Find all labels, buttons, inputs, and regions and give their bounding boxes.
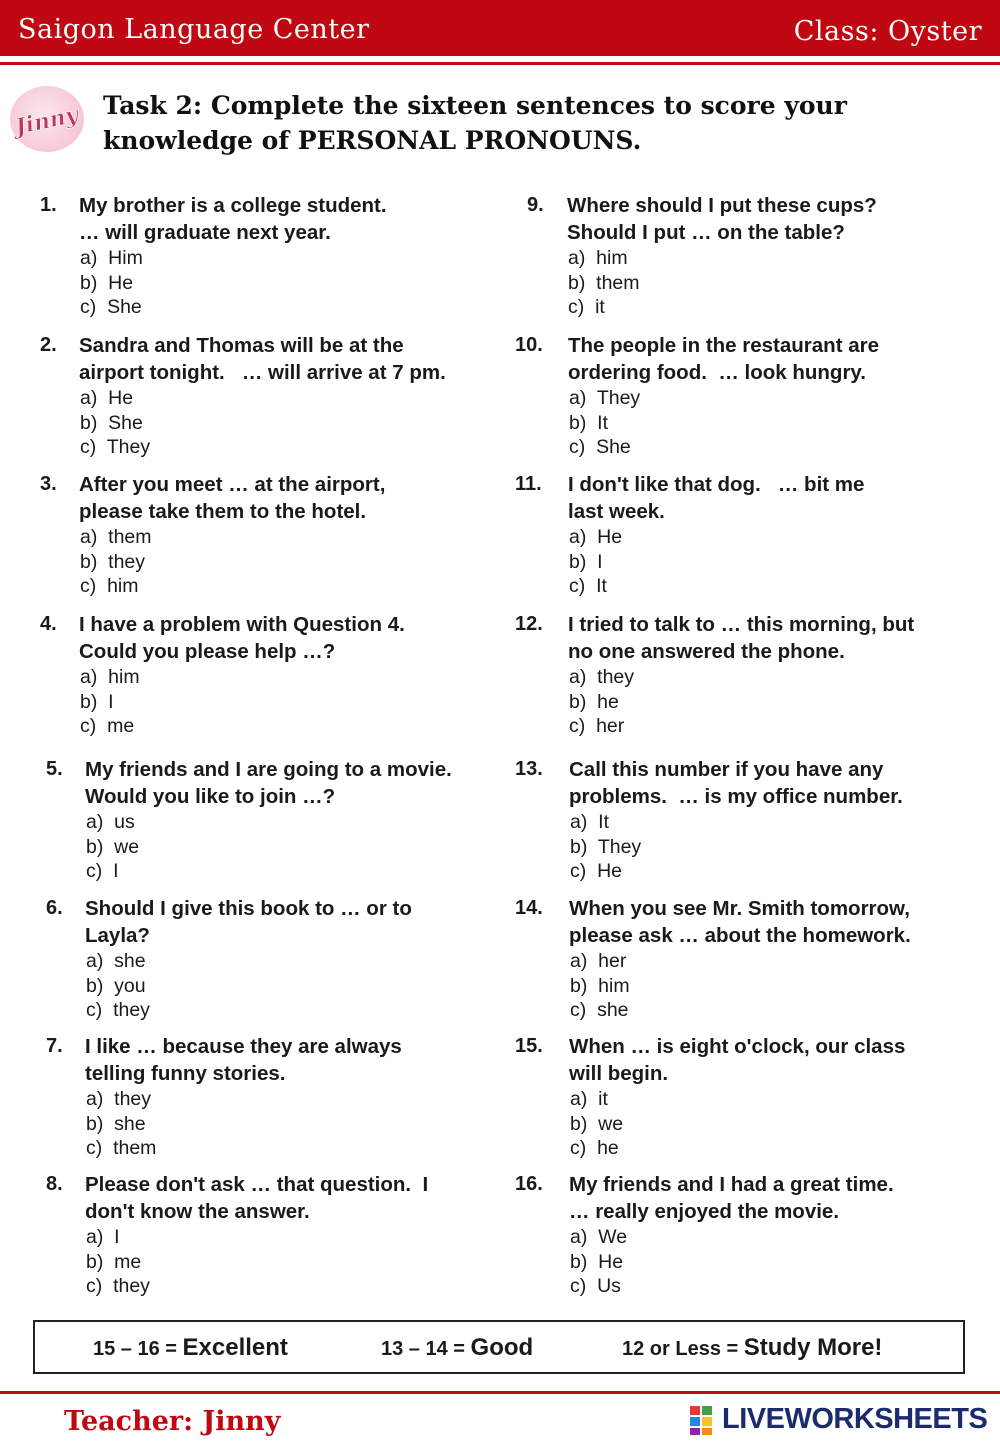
answer-options (86, 810, 139, 884)
question-text-line: After you meet … at the airport, (79, 473, 386, 496)
answer-option-a[interactable]: a) him (568, 247, 628, 269)
answer-option-c[interactable]: c) They (80, 436, 151, 458)
answer-option-b[interactable]: b) I (80, 690, 114, 713)
answer-options (86, 1087, 156, 1161)
answer-option-a[interactable]: a) It (570, 811, 610, 833)
jinny-logo (10, 86, 84, 152)
answer-option-c[interactable]: c) It (569, 575, 607, 597)
answer-option-b[interactable]: b) we (86, 835, 140, 858)
question-text (568, 611, 914, 665)
answer-option-a[interactable]: a) it (570, 1088, 608, 1110)
answer-option-c[interactable]: c) they (86, 1275, 150, 1297)
question-text-line: I tried to talk to … this morning, but (568, 613, 915, 636)
answer-option-b[interactable]: b) she (86, 1112, 146, 1135)
question-text (569, 1033, 905, 1087)
footer-divider (0, 1391, 1000, 1394)
question-text-line: Should I give this book to … or to (85, 897, 412, 920)
question-number: 12. (515, 613, 543, 635)
header-divider (0, 62, 1000, 65)
question-text (79, 611, 405, 665)
svg-text:Jinny: Jinny (13, 101, 81, 141)
question-text (567, 192, 877, 246)
answer-option-a[interactable]: a) I (86, 1226, 120, 1248)
question-text (85, 1171, 428, 1225)
answer-option-b[interactable]: b) him (570, 974, 630, 997)
answer-option-a[interactable]: a) them (80, 526, 152, 548)
task-title-line-1: Task 2: Complete the sixteen sentences to score your (103, 91, 847, 120)
answer-option-c[interactable]: c) they (86, 999, 150, 1021)
answer-option-c[interactable]: c) he (570, 1137, 619, 1159)
question-text-line: The people in the restaurant are (568, 334, 879, 357)
answer-option-c[interactable]: c) it (568, 296, 605, 318)
question-text-line: Layla? (85, 924, 150, 947)
answer-option-c[interactable]: c) She (80, 296, 142, 318)
answer-options (80, 525, 152, 599)
question-text-line: please take them to the hotel. (79, 500, 367, 523)
answer-options (568, 246, 640, 320)
answer-option-a[interactable]: a) We (570, 1226, 628, 1248)
answer-option-b[interactable]: b) He (570, 1250, 624, 1273)
answer-option-a[interactable]: a) They (569, 387, 641, 409)
question-text (569, 756, 903, 810)
question-text-line: Sandra and Thomas will be at the (79, 334, 404, 357)
question-text-line: ordering food. … look hungry. (568, 361, 866, 384)
answer-option-b[interactable]: b) It (569, 411, 609, 434)
answer-option-a[interactable]: a) He (80, 387, 134, 409)
question-text-line: will begin. (569, 1062, 669, 1085)
question-text-line: Call this number if you have any (569, 758, 884, 781)
answer-option-b[interactable]: b) She (80, 411, 143, 434)
liveworksheets-logo-icon (690, 1404, 724, 1436)
question-text (85, 756, 452, 810)
answer-options (570, 810, 641, 884)
question-text-line: Could you please help …? (79, 640, 336, 663)
answer-options (569, 665, 634, 739)
class-label: Class: Oyster (793, 16, 982, 47)
question-text (568, 471, 864, 525)
question-text (79, 332, 446, 386)
score-excellent: 15 – 16 = Excellent (93, 1334, 288, 1361)
answer-option-a[interactable]: a) she (86, 950, 146, 972)
question-text-line: Please don't ask … that question. I (85, 1173, 429, 1196)
answer-options (569, 386, 640, 460)
question-number: 10. (515, 334, 543, 356)
score-box (33, 1320, 965, 1374)
score-good: 13 – 14 = Good (381, 1334, 534, 1361)
score-study-more: 12 or Less = Study More! (622, 1334, 883, 1361)
school-name: Saigon Language Center (18, 14, 370, 45)
question-number: 7. (46, 1035, 63, 1057)
question-text (85, 895, 412, 949)
question-number: 15. (515, 1035, 543, 1057)
question-number: 3. (40, 473, 57, 495)
header-bar (0, 0, 1000, 56)
question-text (568, 332, 879, 386)
liveworksheets-brand: LIVEWORKSHEETS (722, 1403, 988, 1435)
question-text-line: I don't like that dog. … bit me (568, 473, 865, 496)
answer-options (570, 949, 630, 1023)
question-number: 13. (515, 758, 543, 780)
answer-option-c[interactable]: c) He (570, 860, 623, 882)
question-number: 5. (46, 758, 63, 780)
answer-option-a[interactable]: a) her (570, 950, 627, 972)
answer-option-a[interactable]: a) him (80, 666, 140, 688)
question-text-line: My brother is a college student. (79, 194, 387, 217)
question-text-line: When you see Mr. Smith tomorrow, (569, 897, 910, 920)
answer-option-b[interactable]: b) them (568, 271, 640, 294)
question-number: 6. (46, 897, 63, 919)
answer-options (86, 1225, 150, 1299)
question-number: 2. (40, 334, 57, 356)
question-text-line: Would you like to join …? (85, 785, 336, 808)
answer-options (569, 525, 622, 599)
question-text-line: I like … because they are always (85, 1035, 402, 1058)
answer-option-b[interactable]: b) They (570, 835, 642, 858)
answer-option-a[interactable]: a) He (569, 526, 623, 548)
question-text-line: no one answered the phone. (568, 640, 845, 663)
question-text-line: telling funny stories. (85, 1062, 286, 1085)
answer-options (80, 246, 143, 320)
question-text-line: Where should I put these cups? (567, 194, 877, 217)
answer-option-a[interactable]: a) Him (80, 247, 143, 269)
answer-option-c[interactable]: c) I (86, 860, 119, 882)
teacher-name: Teacher: Jinny (64, 1406, 281, 1437)
answer-options (570, 1225, 627, 1299)
answer-option-c[interactable]: c) her (569, 715, 625, 737)
answer-option-c[interactable]: c) She (569, 436, 631, 458)
question-text-line: … will graduate next year. (79, 221, 331, 244)
question-text-line: I have a problem with Question 4. (79, 613, 405, 636)
question-text-line: last week. (568, 500, 665, 523)
question-text-line: don't know the answer. (85, 1200, 310, 1223)
question-text (569, 895, 911, 949)
question-number: 16. (515, 1173, 543, 1195)
task-title (103, 88, 983, 158)
answer-option-b[interactable]: b) I (569, 550, 603, 573)
answer-options (80, 665, 140, 739)
answer-option-c[interactable]: c) Us (570, 1275, 621, 1297)
question-number: 9. (527, 194, 544, 216)
question-text-line: airport tonight. … will arrive at 7 pm. (79, 361, 446, 384)
question-text-line: My friends and I are going to a movie. (85, 758, 452, 781)
answer-options (86, 949, 150, 1023)
answer-option-b[interactable]: b) they (80, 550, 146, 573)
answer-option-a[interactable]: a) they (569, 666, 635, 688)
question-text (79, 471, 385, 525)
answer-option-b[interactable]: b) He (80, 271, 134, 294)
answer-option-b[interactable]: b) me (86, 1250, 142, 1273)
task-title-line-2: knowledge of PERSONAL PRONOUNS. (103, 126, 642, 155)
answer-options (570, 1087, 623, 1161)
question-text (85, 1033, 402, 1087)
answer-option-b[interactable]: b) we (570, 1112, 624, 1135)
answer-option-c[interactable]: c) she (570, 999, 629, 1021)
question-text-line: My friends and I had a great time. (569, 1173, 894, 1196)
answer-option-a[interactable]: a) us (86, 811, 135, 833)
question-text (569, 1171, 894, 1225)
question-text-line: When … is eight o'clock, our class (569, 1035, 906, 1058)
question-text-line: … really enjoyed the movie. (569, 1200, 840, 1223)
question-number: 8. (46, 1173, 63, 1195)
question-text-line: problems. … is my office number. (569, 785, 903, 808)
answer-option-b[interactable]: b) you (86, 974, 146, 997)
question-text (79, 192, 387, 246)
question-number: 14. (515, 897, 543, 919)
question-number: 11. (515, 473, 542, 495)
answer-option-a[interactable]: a) they (86, 1088, 152, 1110)
question-text-line: please ask … about the homework. (569, 924, 911, 947)
answer-option-c[interactable]: c) me (80, 715, 135, 737)
answer-option-c[interactable]: c) them (86, 1137, 157, 1159)
answer-option-b[interactable]: b) he (569, 690, 619, 713)
question-text-line: Should I put … on the table? (567, 221, 845, 244)
question-number: 4. (40, 613, 57, 635)
answer-options (80, 386, 150, 460)
question-number: 1. (40, 194, 57, 216)
answer-option-c[interactable]: c) him (80, 575, 139, 597)
